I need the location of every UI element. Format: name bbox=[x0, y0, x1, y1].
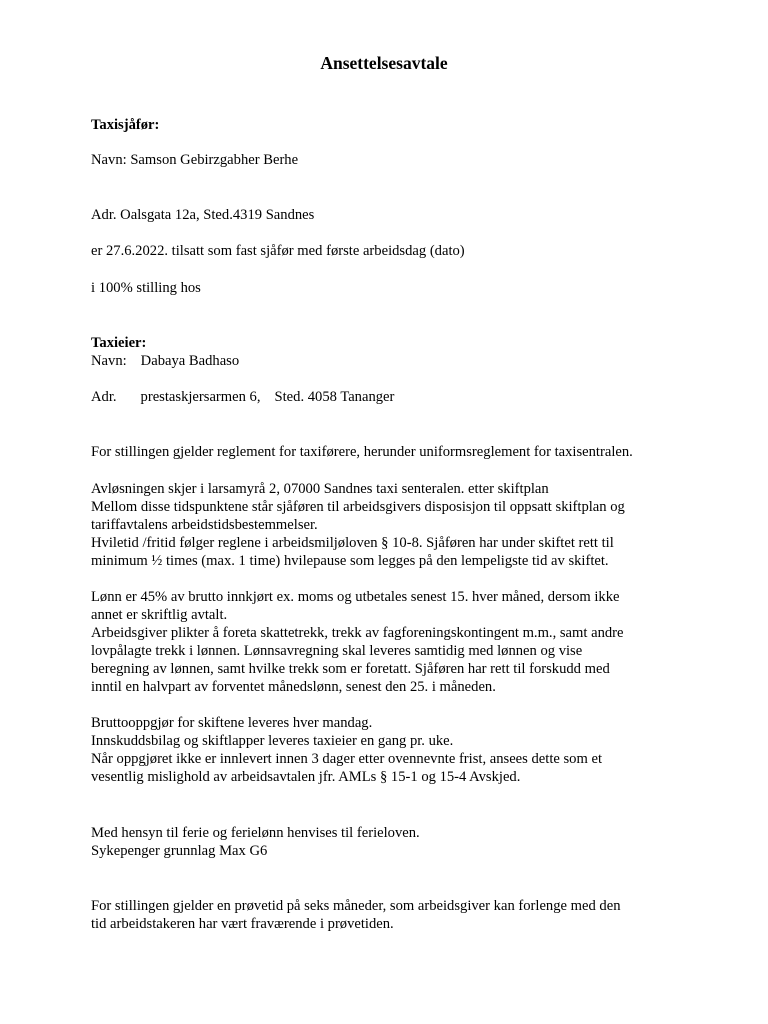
paragraph-line: Bruttooppgjør for skiftene leveres hver mandag. bbox=[91, 715, 373, 731]
paragraph-line: Arbeidsgiver plikter å foreta skattetrekk, trekk av fagforeningskontingent m.m., samt andre bbox=[91, 625, 624, 641]
paragraph-line: minimum ½ times (max. 1 time) hvilepause som legges på den lempeligste tid av skiftet. bbox=[91, 553, 609, 569]
paragraph-line: tid arbeidstakeren har vært fraværende i prøvetiden. bbox=[91, 916, 394, 932]
document-title: Ansettelsesavtale bbox=[320, 53, 448, 73]
paragraph-line: tariffavtalens arbeidstidsbestemmelser. bbox=[91, 517, 318, 533]
paragraph-line: Avløsningen skjer i larsamyrå 2, 07000 Sandnes taxi senteralen. etter skiftplan bbox=[91, 481, 549, 497]
owner-address-label: Adr. bbox=[91, 389, 117, 405]
paragraph-line: For stillingen gjelder reglement for taxiførere, herunder uniformsreglement for taxisentralen. bbox=[91, 444, 633, 460]
owner-name: Dabaya Badhaso bbox=[140, 353, 240, 369]
owner-heading: Taxieier: bbox=[91, 335, 147, 351]
owner-name-label: Navn: bbox=[91, 353, 127, 369]
owner-address-row bbox=[91, 388, 394, 407]
paragraph-line: Hviletid /fritid følger reglene i arbeidsmiljøloven § 10-8. Sjåføren har under skiftet rett til bbox=[91, 535, 614, 551]
paragraph-line: vesentlig mislighold av arbeidsavtalen jfr. AMLs § 15-1 og 15-4 Avskjed. bbox=[91, 769, 521, 785]
paragraph-line: Sykepenger grunnlag Max G6 bbox=[91, 843, 268, 859]
employment-date: er 27.6.2022. tilsatt som fast sjåfør med første arbeidsdag (dato) bbox=[91, 243, 465, 259]
paragraph-line: Med hensyn til ferie og feriel​ønn henvises til ferieloven. bbox=[91, 825, 420, 841]
paragraph-line: beregning av lønnen, samt hvilke trekk som er foretatt. Sjåføren har rett til forskudd med bbox=[91, 661, 610, 677]
paragraph-line: Mellom disse tidspunktene står sjåføren til arbeidsgivers disposisjon til oppsatt skiftplan og bbox=[91, 499, 625, 515]
paragraph-line: For stillingen gjelder en prøvetid på seks måneder, som arbeidsgiver kan forlenge med den bbox=[91, 898, 621, 914]
position-percent: i 100% stilling hos bbox=[91, 280, 201, 296]
owner-name-row bbox=[91, 352, 239, 371]
owner-street: prestaskjersarmen 6, bbox=[140, 389, 261, 405]
owner-place: Sted. 4058 Tananger bbox=[274, 389, 395, 405]
driver-heading: Taxisjåfør: bbox=[91, 117, 160, 133]
paragraph-line: Når oppgjøret ikke er innlevert innen 3 dager etter ovennevnte frist, ansees dette som et bbox=[91, 751, 603, 767]
paragraph-line: lovpålagte trekk i lønnen. Lønnsavregning skal leveres samtidig med lønnen og vise bbox=[91, 643, 583, 659]
driver-address: Adr. Oalsgata 12a, Sted.4319 Sandnes bbox=[91, 207, 315, 223]
paragraph-line: Innskuddsbilag og skiftlapper leveres taxieier en gang pr. uke. bbox=[91, 733, 454, 749]
paragraph-line: annet er skriftlig avtalt. bbox=[91, 607, 228, 623]
paragraph-line: Lønn er 45% av brutto innkjørt ex. moms og utbetales senest 15. hver måned, dersom ikke bbox=[91, 589, 620, 605]
paragraph-line: inntil en halvpart av forventet månedslønn, senest den 25. i måneden. bbox=[91, 679, 496, 695]
driver-name: Navn: Samson Gebirzgabher Berhe bbox=[91, 152, 299, 168]
